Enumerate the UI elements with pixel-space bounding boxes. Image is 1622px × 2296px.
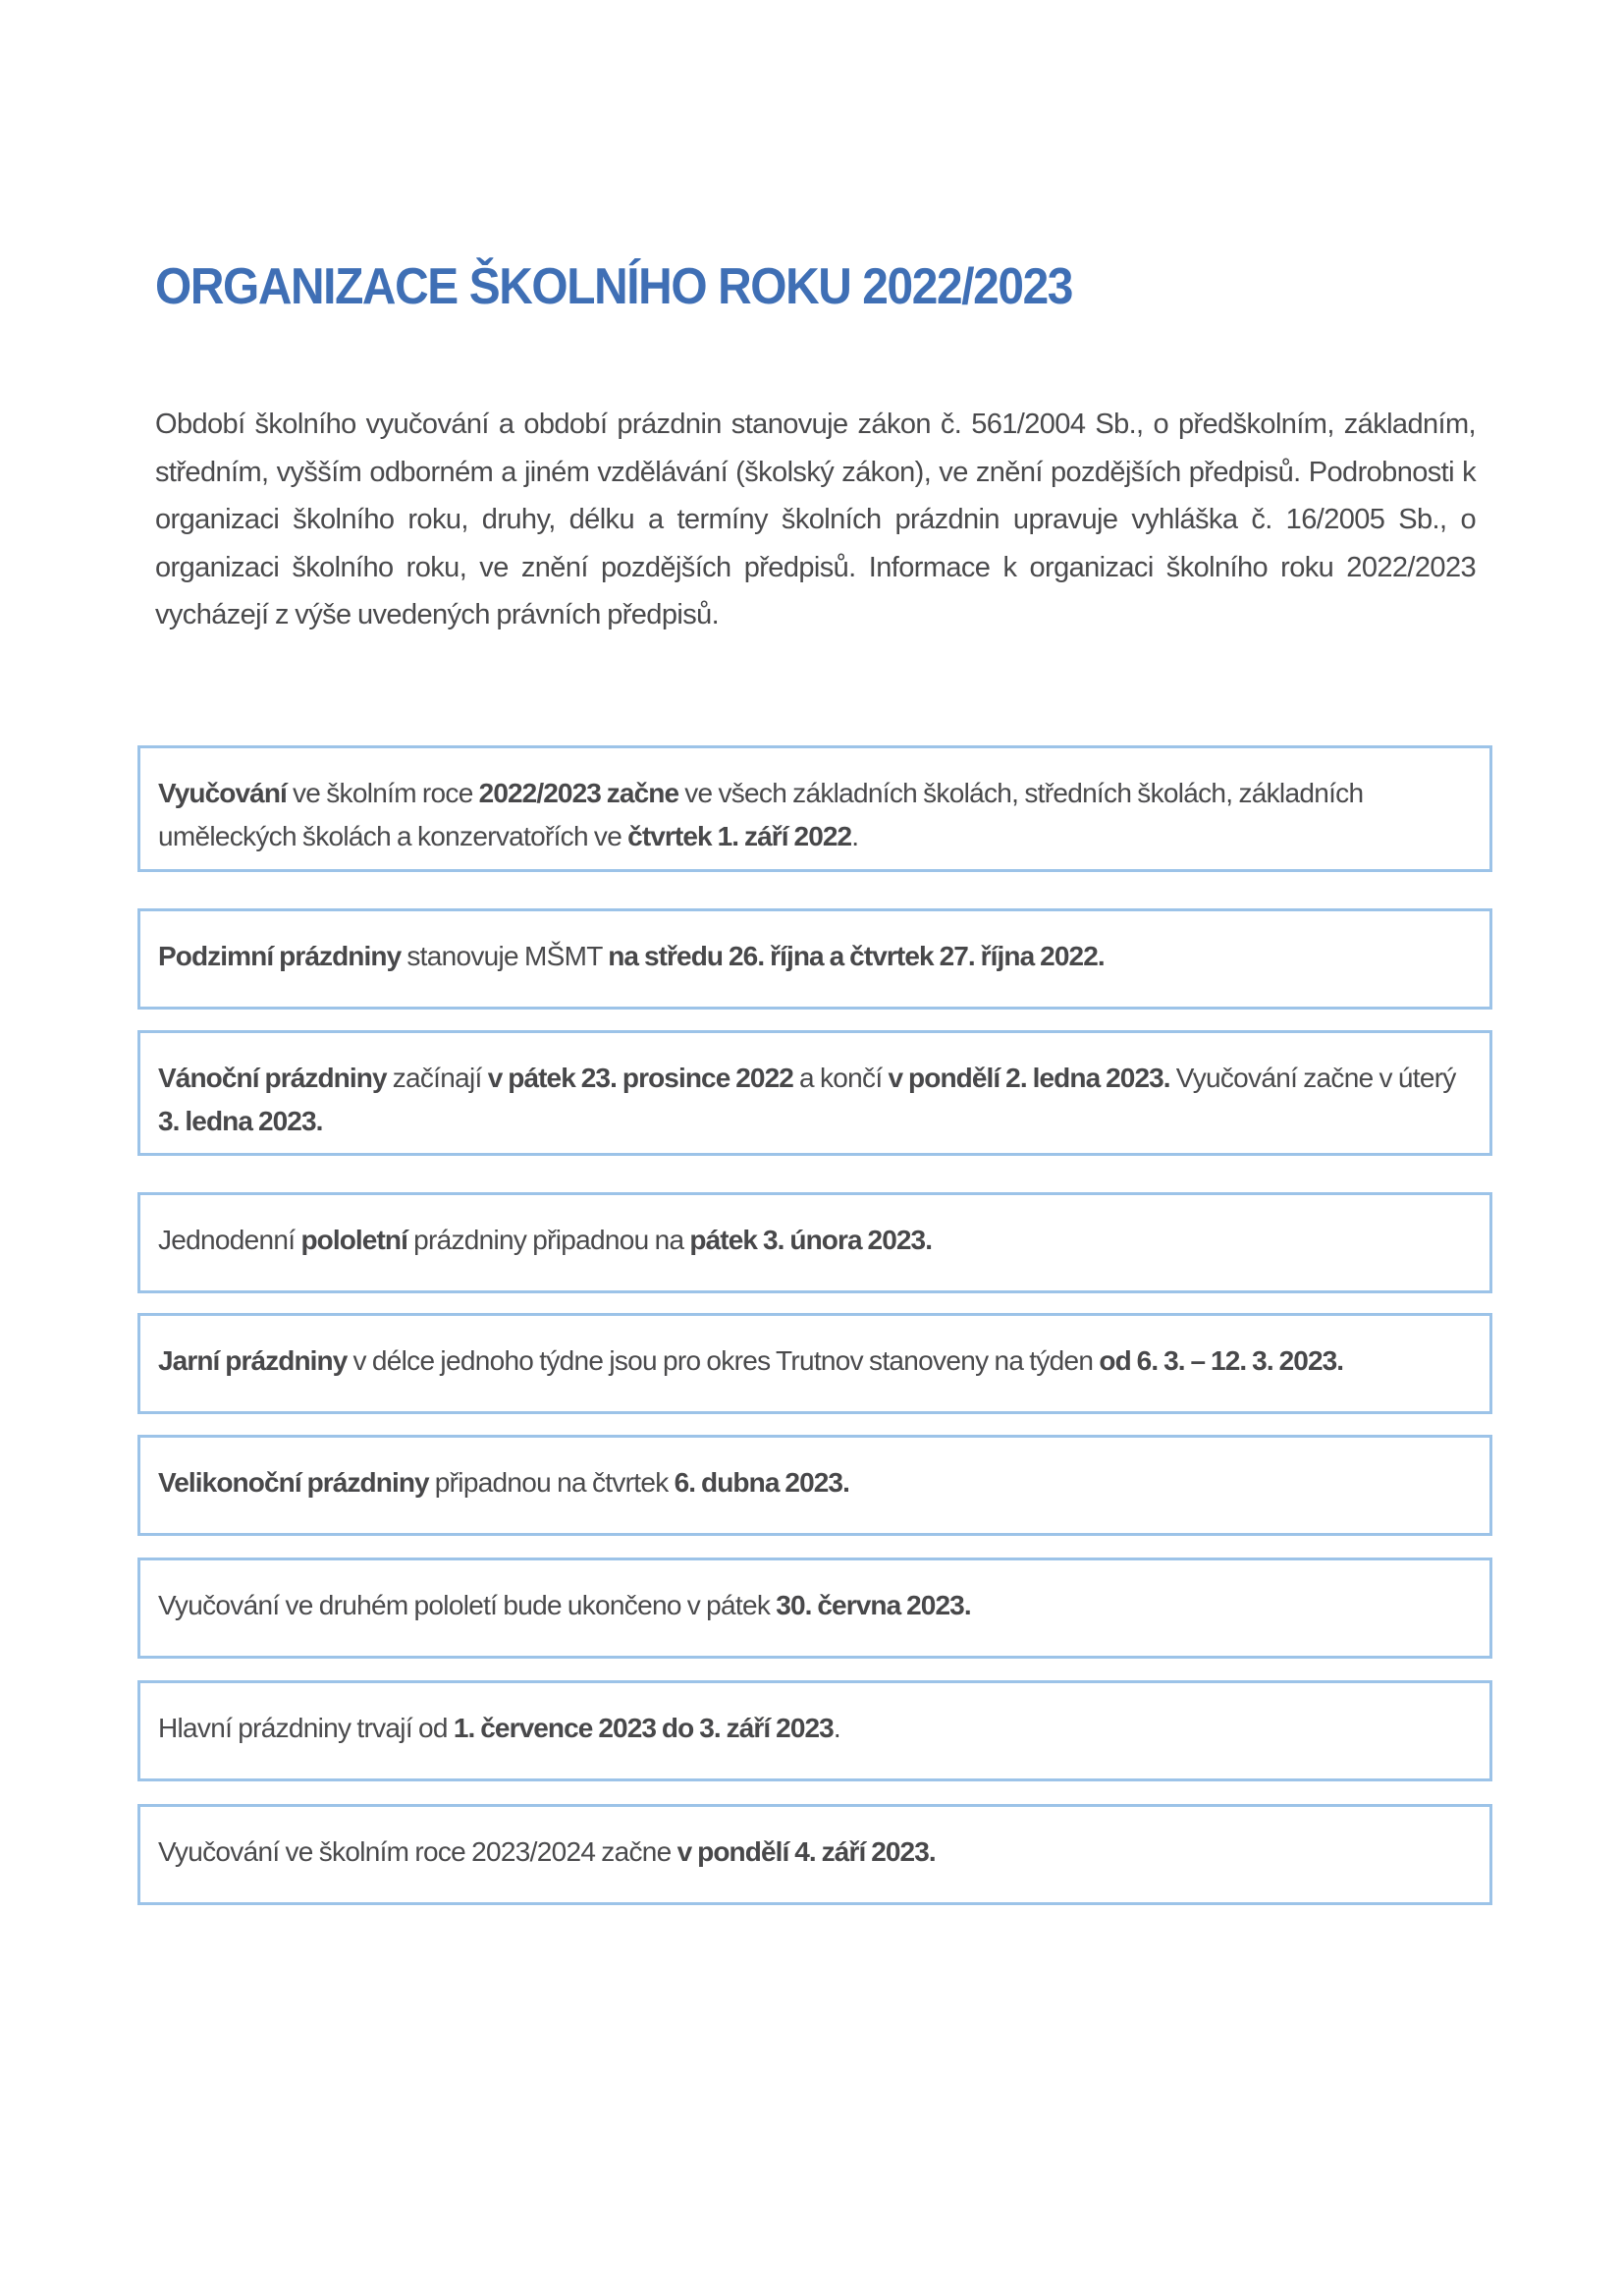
info-box-half-year-holiday	[137, 1192, 1492, 1293]
emphasis-text: čtvrtek 1. září 2022	[627, 821, 852, 851]
body-text: .	[851, 821, 859, 851]
body-text: Vyučování ve školním roce 2023/2024 začne	[158, 1836, 677, 1867]
body-text: a končí	[792, 1063, 889, 1093]
emphasis-text: v pondělí 4. září 2023.	[676, 1836, 936, 1867]
emphasis-text: 30. června 2023.	[776, 1590, 971, 1620]
body-text: .	[833, 1713, 840, 1743]
body-text: stanovuje MŠMT	[401, 941, 609, 971]
info-box-easter-holidays	[137, 1435, 1492, 1536]
emphasis-text: 3. ledna 2023.	[158, 1106, 323, 1136]
info-box-school-year-start	[137, 745, 1492, 872]
intro-paragraph: Období školního vyučování a období prázdnin stanovuje zákon č. 561/2004 Sb., o předškolním, základním, středním, vyšším odborném a jiném vzdělávání (školský zákon), ve znění pozdějších předpisů. Podrobnosti k organizaci školního roku, druhy, délku a termíny školních prázdnin upravuje vyhláška č. 16/2005 Sb., o organizaci školního roku, ve znění pozdějších předpisů. Informace k organizaci školního roku 2022/2023 vycházejí z výše uvedených právních předpisů.	[155, 409, 1476, 630]
body-text: připadnou na čtvrtek	[428, 1467, 675, 1498]
info-box-christmas-holidays	[137, 1030, 1492, 1156]
emphasis-text: na středu 26. října a čtvrtek 27. října 2022.	[608, 941, 1105, 971]
body-text: ve školním roce	[286, 778, 479, 808]
body-text: ve všech základních školách, středních školách, základních uměleckých školách a konzervatořích ve	[158, 778, 1364, 851]
emphasis-text: pátek 3. února 2023.	[689, 1225, 933, 1255]
info-box-second-half-end	[137, 1558, 1492, 1659]
info-box-summer-holidays	[137, 1680, 1492, 1781]
body-text: Hlavní prázdniny trvají od	[158, 1713, 454, 1743]
body-text: v délce jednoho týdne jsou pro okres Trutnov stanoveny na týden	[347, 1345, 1100, 1376]
emphasis-text: 1. července 2023 do 3. září 2023	[453, 1713, 834, 1743]
page-title: ORGANIZACE ŠKOLNÍHO ROKU 2022/2023	[155, 258, 1073, 315]
emphasis-text: v pondělí 2. ledna 2023.	[888, 1063, 1170, 1093]
body-text: začínají	[386, 1063, 488, 1093]
emphasis-text: Vánoční prázdniny	[158, 1063, 387, 1093]
emphasis-text: 2022/2023 začne	[478, 778, 679, 808]
emphasis-text: v pátek 23. prosince 2022	[487, 1063, 793, 1093]
body-text: Jednodenní	[158, 1225, 301, 1255]
body-text: Vyučování začne v úterý	[1169, 1063, 1456, 1093]
info-box-autumn-holidays	[137, 908, 1492, 1010]
emphasis-text: Velikonoční prázdniny	[158, 1467, 429, 1498]
emphasis-text: od 6. 3. – 12. 3. 2023.	[1099, 1345, 1344, 1376]
emphasis-text: Vyučování	[158, 778, 287, 808]
emphasis-text: 6. dubna 2023.	[674, 1467, 849, 1498]
emphasis-text: Jarní prázdniny	[158, 1345, 348, 1376]
info-box-next-school-year-start	[137, 1804, 1492, 1905]
body-text: prázdniny připadnou na	[407, 1225, 690, 1255]
info-box-spring-holidays	[137, 1313, 1492, 1414]
emphasis-text: Podzimní prázdniny	[158, 941, 402, 971]
emphasis-text: pololetní	[300, 1225, 407, 1255]
body-text: Vyučování ve druhém pololetí bude ukončeno v pátek	[158, 1590, 777, 1620]
